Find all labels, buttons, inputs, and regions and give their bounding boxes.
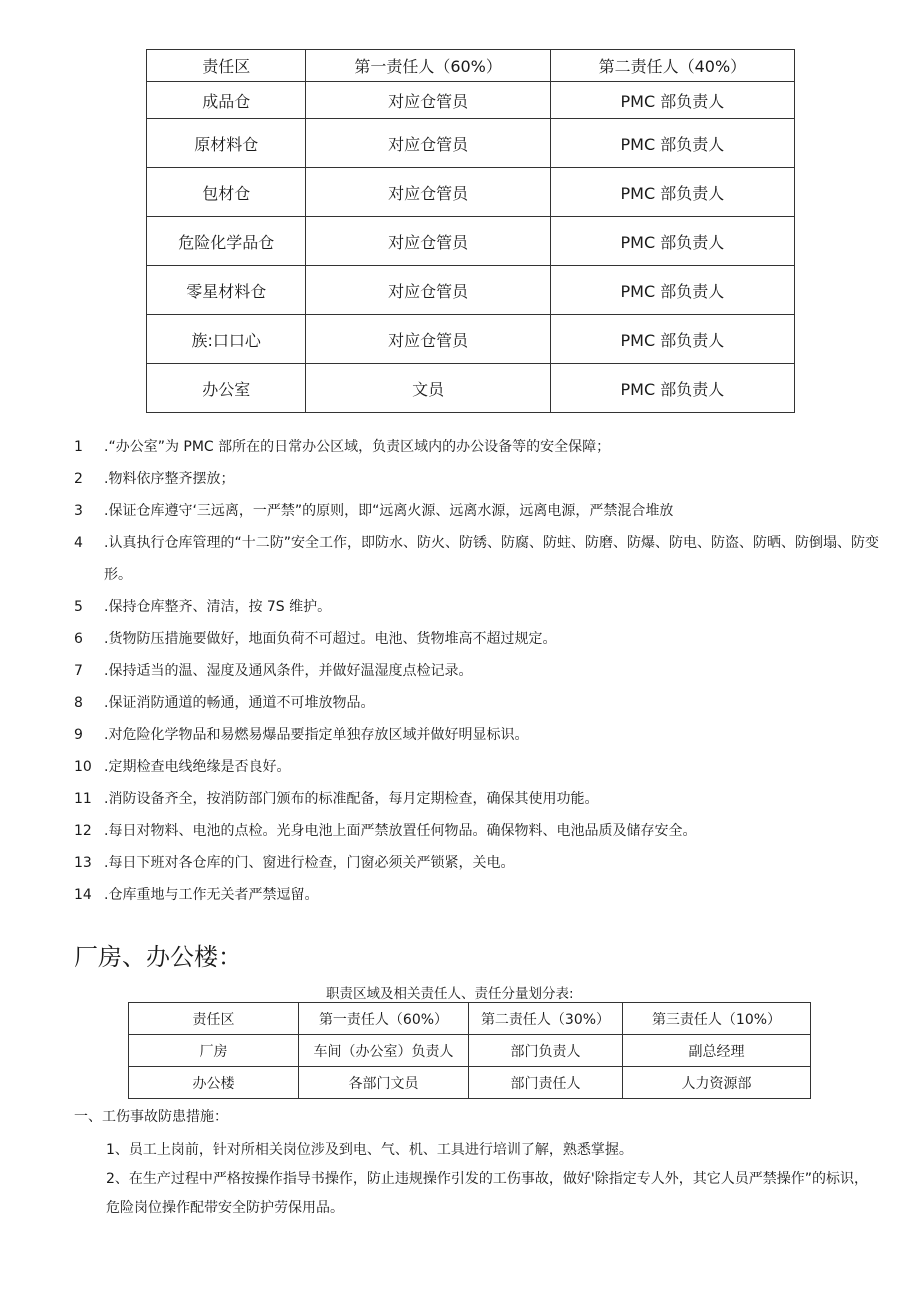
list-item: [74, 879, 894, 911]
item-number: 8: [74, 695, 83, 711]
list-item: [74, 463, 894, 495]
table-cell: 包材仓: [147, 168, 306, 217]
table-cell: 对应仓管员: [306, 266, 550, 315]
list-item: [74, 815, 894, 847]
list-item: 1、员工上岗前，针对所相关岗位涉及到电、气、机、工具进行培训了解，熟悉掌握。: [106, 1142, 633, 1158]
item-number: 1: [74, 439, 83, 455]
item-text: .货物防压措施要做好，地面负荷不可超过。电池、货物堆高不超过规定。: [104, 631, 557, 647]
list-item: [74, 495, 894, 527]
table-row: [129, 1035, 811, 1067]
header-cell: 第一责任人（60%）: [306, 50, 550, 82]
item-text: .认真执行仓库管理的“十二防”安全工作，即防水、防火、防锈、防腐、防蛀、防磨、防爆、防电、防盗、防晒、防倒塌、防变形。: [104, 535, 879, 583]
item-text: .对危险化学物品和易燃易爆品要指定单独存放区域并做好明显标识。: [104, 727, 529, 743]
table-cell: 对应仓管员: [306, 82, 550, 119]
table-cell: 原材料仓: [147, 119, 306, 168]
table-header-row: [129, 1003, 811, 1035]
table-row: [147, 217, 795, 266]
item-number: 3: [74, 503, 83, 519]
item-text: .保证仓库遵守‘三远离，一严禁”的原则，即“远离火源、远离水源，远离电源，严禁混合堆放: [104, 503, 674, 519]
item-number: 11: [74, 791, 92, 807]
list-item: [74, 623, 894, 655]
item-text: .保证消防通道的畅通，通道不可堆放物品。: [104, 695, 375, 711]
item-text: .保持适当的温、湿度及通风条件，并做好温湿度点检记录。: [104, 663, 473, 679]
table-cell: PMC 部负责人: [550, 315, 794, 364]
item-text: .“办公室”为 PMC 部所在的日常办公区域，负责区域内的办公设备等的安全保障；: [104, 439, 611, 455]
list-item: [74, 687, 894, 719]
table-cell: 各部门文员: [299, 1067, 469, 1099]
table-row: [147, 315, 795, 364]
item-number: 7: [74, 663, 83, 679]
table-cell: 办公室: [147, 364, 306, 413]
table-row: [129, 1067, 811, 1099]
table-cell: 成品仓: [147, 82, 306, 119]
plant-responsibility-table: [128, 1002, 811, 1099]
item-number: 6: [74, 631, 83, 647]
item-text: .仓库重地与工作无关者严禁逗留。: [104, 887, 319, 903]
table-caption: 职责区域及相关责任人、责任分量划分表:: [326, 986, 574, 1002]
table-cell: 对应仓管员: [306, 315, 550, 364]
table-cell: 文员: [306, 364, 550, 413]
item-number: 2: [74, 471, 83, 487]
table-cell: 厂房: [129, 1035, 299, 1067]
list-item: [74, 431, 894, 463]
header-cell: 第一责任人（60%）: [299, 1003, 469, 1035]
table-cell: PMC 部负责人: [550, 364, 794, 413]
table-cell: 对应仓管员: [306, 119, 550, 168]
table-cell: PMC 部负责人: [550, 217, 794, 266]
list-item: [74, 719, 894, 751]
item-text: .消防设备齐全，按消防部门颁布的标准配备，每月定期检查，确保其使用功能。: [104, 791, 599, 807]
warehouse-responsibility-table: [146, 49, 795, 413]
item-number: 5: [74, 599, 83, 615]
item-text: .物料依序整齐摆放；: [104, 471, 235, 487]
item-text: .每日对物料、电池的点检。光身电池上面严禁放置任何物品。确保物料、电池品质及储存安全。: [104, 823, 697, 839]
item-number: 13: [74, 855, 92, 871]
item-text: .定期检查电线绝缘是否良好。: [104, 759, 291, 775]
item-number: 10: [74, 759, 92, 775]
table-cell: PMC 部负责人: [550, 119, 794, 168]
item-number: 14: [74, 887, 92, 903]
table-cell: 危险化学品仓: [147, 217, 306, 266]
table-header-row: [147, 50, 795, 82]
table-cell: 族:口口心: [147, 315, 306, 364]
table-cell: 副总经理: [623, 1035, 811, 1067]
table-row: [147, 168, 795, 217]
item-text: .每日下班对各仓库的门、窗进行检查，门窗必须关严锁紧，关电。: [104, 855, 515, 871]
header-cell: 第三责任人（10%）: [623, 1003, 811, 1035]
table-row: [147, 266, 795, 315]
header-cell: 责任区: [147, 50, 306, 82]
item-number: 12: [74, 823, 92, 839]
list-item: [74, 655, 894, 687]
item-text: .保持仓库整齐、清洁，按 7S 维护。: [104, 599, 332, 615]
list-item: [74, 527, 894, 591]
section-heading: 厂房、办公楼：: [74, 943, 242, 971]
list-item: [74, 847, 894, 879]
list-item: [74, 591, 894, 623]
header-cell: 第二责任人（30%）: [469, 1003, 623, 1035]
table-cell: PMC 部负责人: [550, 266, 794, 315]
table-cell: 对应仓管员: [306, 168, 550, 217]
table-cell: PMC 部负责人: [550, 168, 794, 217]
table-row: [147, 82, 795, 119]
list-item: [74, 783, 894, 815]
header-cell: 第二责任人（40%）: [550, 50, 794, 82]
table-cell: 办公楼: [129, 1067, 299, 1099]
item-number: 9: [74, 727, 83, 743]
table-cell: 对应仓管员: [306, 217, 550, 266]
list-item: 2、在生产过程中严格按操作指导书操作，防止违规操作引发的工伤事故，做好'除指定专人外，其它人员严禁操作”的标识，危险岗位操作配带安全防护劳保用品。: [106, 1171, 869, 1216]
table-row: [147, 364, 795, 413]
table-cell: 部门负责人: [469, 1035, 623, 1067]
section-title: 一、工伤事故防患措施：: [74, 1109, 228, 1125]
table-cell: 零星材料仓: [147, 266, 306, 315]
item-number: 4: [74, 535, 83, 551]
table-cell: 部门责任人: [469, 1067, 623, 1099]
table-cell: 人力资源部: [623, 1067, 811, 1099]
table-cell: PMC 部负责人: [550, 82, 794, 119]
warehouse-rules-list: [74, 431, 894, 911]
list-item: [74, 751, 894, 783]
header-cell: 责任区: [129, 1003, 299, 1035]
table-row: [147, 119, 795, 168]
table-cell: 车间（办公室）负责人: [299, 1035, 469, 1067]
